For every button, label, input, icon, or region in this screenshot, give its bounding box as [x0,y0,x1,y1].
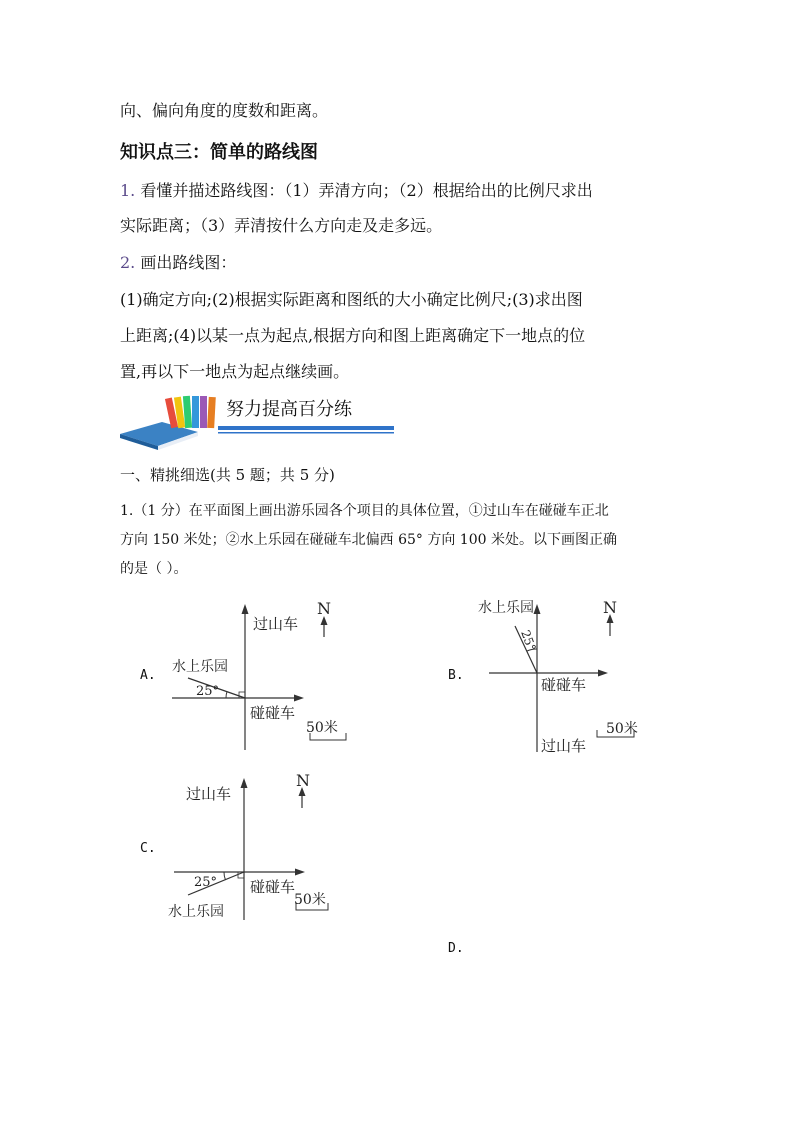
option-b-scale-label: 50米 [606,721,638,737]
option-b-bumper-car-label: 碰碰车 [541,676,587,694]
option-a-north-label: N [317,599,331,618]
option-a-roller-coaster-label: 过山车 [253,615,299,633]
question-line-1: 1.（1 分）在平面图上画出游乐园各个项目的具体位置，①过山车在碰碰车正北 [120,503,609,519]
paragraph-2-number: 2. [120,253,136,272]
option-c-diagram[interactable] [165,768,340,928]
books-icon [120,396,216,450]
option-c-north-label: N [296,771,310,790]
previous-line: 向、偏向角度的度数和距离。 [120,101,329,120]
option-a-bumper-car-label: 碰碰车 [250,704,296,722]
option-a-scale-label: 50米 [306,720,338,736]
option-c-angle-label: 25° [194,875,218,890]
option-c-bumper-car-label: 碰碰车 [250,878,296,896]
option-a-water-park-label: 水上乐园 [172,659,228,675]
option-c-water-park-label: 水上乐园 [168,904,224,920]
paragraph-2-text: 画出路线图： [140,253,237,272]
paragraph-3-line-1: (1)确定方向;(2)根据实际距离和图纸的大小确定比例尺;(3)求出图 [120,290,583,309]
section-heading: 知识点三：简单的路线图 [120,142,318,163]
paragraph-1-line-2: 实际距离；（3）弄清按什么方向走及走多远。 [120,216,443,235]
section-title: 一、精挑细选(共 5 题；共 5 分) [120,466,335,484]
paragraph-1-line-1 [120,178,593,201]
option-d-label[interactable]: D. [448,941,464,956]
banner-title: 努力提高百分练 [226,399,352,420]
option-c-roller-coaster-label: 过山车 [186,785,232,803]
option-b-roller-coaster-label: 过山车 [541,737,587,755]
option-c-scale-label: 50米 [294,892,326,908]
option-a-label[interactable]: A. [140,668,156,683]
question-line-3: 的是（ ）。 [120,561,188,577]
paragraph-1-number: 1. [120,181,136,200]
option-b-diagram[interactable] [470,593,650,758]
option-a-angle-label: 25° [196,684,220,699]
option-b-label[interactable]: B. [448,668,464,683]
paragraph-2 [120,250,236,273]
option-b-north-label: N [603,598,617,617]
option-b-angle-label: 25° [518,628,539,654]
paragraph-3-line-2: 上距离;(4)以某一点为起点,根据方向和图上距离确定下一地点的位 [120,326,586,345]
option-a-diagram[interactable] [160,595,340,755]
question-line-2: 方向 150 米处；②水上乐园在碰碰车北偏西 65° 方向 100 米处。以下画图正确 [120,532,617,548]
paragraph-1-text: 看懂并描述路线图：（1）弄清方向；（2）根据给出的比例尺求出 [140,181,593,200]
option-b-water-park-label: 水上乐园 [478,600,534,616]
paragraph-3-line-3: 置,再以下一地点为起点继续画。 [120,362,350,381]
option-c-label[interactable]: C. [140,841,156,856]
